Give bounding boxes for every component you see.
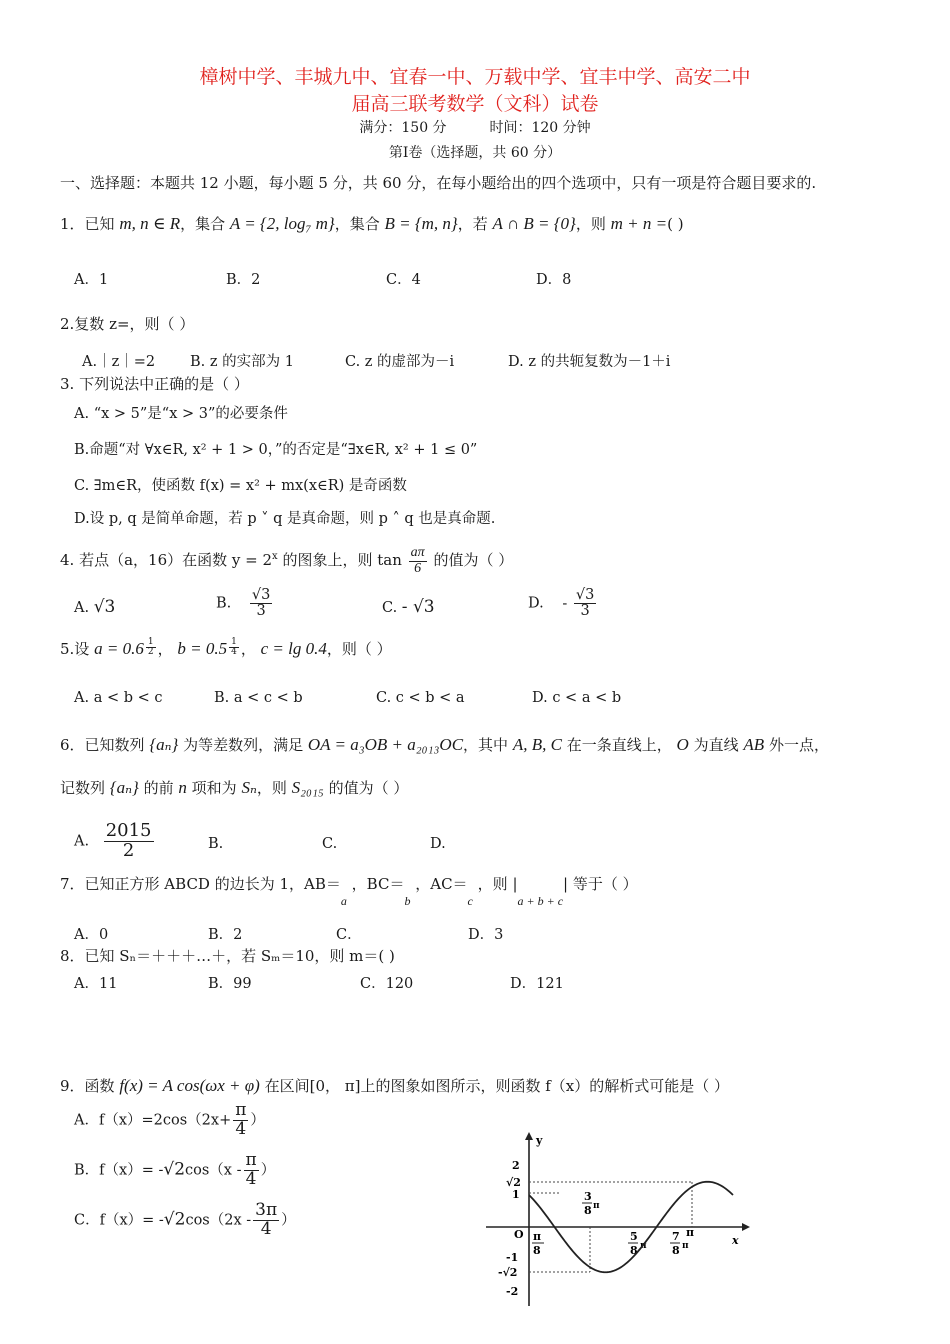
q8-option-d: D．121	[510, 976, 564, 992]
q7-text-3: ，AC＝	[415, 875, 468, 893]
x-axis-arrow	[742, 1223, 750, 1231]
q4-fraction-numerator: aπ	[410, 545, 425, 560]
x-axis-label: x	[732, 1234, 739, 1247]
question-5: 5.设 a = 0.6 $\frac{1}{2}$ ， b = 0.5 $\frac{1}{4}$ ， c = lg 0.4，则（ ）	[60, 637, 392, 658]
q5-expr-b: b = 0.5	[177, 639, 228, 658]
svg-text:π: π	[593, 1201, 600, 1211]
q1-expr-mn: m, n ∈ R	[119, 214, 181, 233]
svg-text:π: π	[640, 1241, 647, 1251]
q4-fraction-denominator: 6	[414, 560, 422, 576]
q9-option-c-denominator: 4	[260, 1218, 272, 1239]
q5-text-2: ，则（ ）	[326, 640, 392, 658]
q1-answer-blank: ( )	[667, 215, 684, 233]
q5-option-a: A. a < b < c	[74, 690, 163, 706]
y-axis-arrow	[525, 1132, 533, 1140]
question-6-line-1	[60, 734, 829, 755]
q6-text-11: 的值为（ ）	[328, 779, 409, 797]
score-info: 满分：150 分	[359, 120, 447, 136]
q9-option-c-root: √2	[163, 1209, 186, 1230]
q7-option-b: B．2	[208, 927, 243, 943]
q6-sequence-2: {aₙ}	[109, 778, 139, 797]
q5-a-exponent	[146, 638, 156, 658]
svg-text:3: 3	[584, 1190, 592, 1203]
q1-number: 1．已知	[60, 215, 115, 233]
q9-option-c-numerator: 3π	[255, 1200, 278, 1220]
q9-function: f(x) = A cos(ωx + φ)	[119, 1076, 260, 1095]
q5-text-1: 5.设	[60, 640, 90, 658]
q6-n: n	[178, 778, 187, 797]
q4-option-b-numerator: √3	[251, 587, 271, 603]
q7-text-5: 等于（ ）	[572, 875, 638, 893]
q9-option-b-pre: B．f（x）= -	[74, 1162, 164, 1179]
q8-option-c: C．120	[360, 976, 414, 992]
svg-text:8: 8	[533, 1244, 541, 1257]
q4-option-d-sign: -	[562, 595, 568, 612]
q6-option-a	[74, 822, 156, 861]
q4-option-d-label: D.	[528, 595, 544, 612]
q8-option-a: A．11	[74, 976, 118, 992]
q1-option-c: C．4	[386, 272, 421, 288]
q9-option-a-fraction	[233, 1102, 248, 1139]
q6-text-7: 记数列	[60, 779, 106, 797]
q7-vector-a: a	[340, 894, 347, 908]
q1-option-b: B．2	[226, 272, 261, 288]
cosine-graph	[480, 1130, 760, 1310]
q4-option-c	[382, 597, 435, 617]
q4-fraction	[409, 546, 427, 576]
q4-text-3: 的值为（ ）	[433, 551, 514, 570]
q9-option-c-mid: cos（2x -	[185, 1212, 252, 1229]
q6-vector-equation: OA = a₃OB + a₂₀₁₃OC	[307, 735, 464, 754]
q5-a-exp-numerator: 1	[147, 637, 154, 647]
q1-text-3: ，若	[457, 215, 488, 233]
q1-expr-set-a: A = {2, log₇ m}	[229, 214, 335, 233]
q2-option-a: A.｜z｜=2	[82, 354, 156, 370]
q4-option-c-value: - √3	[401, 597, 435, 617]
q1-text-4: ，则	[575, 215, 606, 233]
question-6-line-2	[60, 777, 408, 798]
q9-option-c	[74, 1202, 296, 1239]
q9-option-a-numerator: π	[235, 1100, 247, 1120]
y-tick-sqrt2: √2	[506, 1176, 521, 1189]
q9-text-1: 9．函数	[60, 1077, 115, 1095]
q7-vector-b: b	[404, 894, 411, 908]
q5-option-b: B. a < c < b	[214, 690, 303, 706]
svg-text:5: 5	[630, 1230, 638, 1243]
question-7: 7．已知正方形 ABCD 的边长为 1，$AB=_a$ ，$BC=_b$ ，$AC=_c$ ，则 $|_{a + b + c}|$ 等于（ ）	[60, 875, 638, 908]
q9-option-a-denominator: 4	[235, 1118, 247, 1139]
q6-sequence: {aₙ}	[149, 735, 179, 754]
q4-function-exponent: x	[272, 551, 278, 563]
q2-option-d: D. z 的共轭复数为－1＋i	[508, 354, 671, 370]
q4-option-b	[216, 588, 274, 619]
q4-option-b-denominator: 3	[256, 603, 266, 620]
q3-option-d: D.设 p, q 是简单命题，若 p ˅ q 是真命题，则 p ˄ q 也是真命题.	[74, 511, 496, 527]
q6-text-8: 的前	[143, 779, 174, 797]
q6-option-a-numerator: 2015	[105, 820, 152, 841]
q1-expr-sum: m + n =	[610, 214, 668, 233]
q4-text-2: 的图象上，则	[282, 551, 373, 570]
q6-option-c: C.	[322, 836, 338, 852]
q4-option-a-value: √3	[93, 597, 116, 617]
q6-text-4: 在一条直线上，	[566, 736, 672, 754]
q4-option-d-numerator: √3	[575, 587, 595, 603]
q6-line-ab: AB	[743, 735, 765, 754]
q4-option-a	[74, 597, 115, 617]
question-8: 8．已知 Sₙ＝＋＋＋…＋，若 Sₘ＝10，则 m＝( )	[60, 947, 395, 965]
title-line-2: 届高三联考数学（文科）试卷	[351, 93, 599, 115]
question-3: 3. 下列说法中正确的是（ ）	[60, 375, 249, 393]
q1-expr-set-b: B = {m, n}	[384, 214, 458, 233]
q6-text-2: 为等差数列，满足	[183, 736, 304, 754]
time-info: 时间：120 分钟	[489, 120, 591, 136]
y-tick-neg-1: -1	[506, 1251, 519, 1264]
q6-option-a-fraction	[104, 822, 154, 861]
q6-text-6: 外一点，	[768, 736, 829, 754]
x-tick-3pi8	[582, 1190, 600, 1217]
q6-text-3: ，其中	[463, 736, 509, 754]
q7-text-1: 7．已知正方形 ABCD 的边长为 1，AB＝	[60, 875, 341, 893]
svg-text:π: π	[682, 1241, 689, 1251]
q9-option-b	[74, 1152, 275, 1189]
q9-option-c-pre: C．f（x）= -	[74, 1212, 164, 1229]
question-2: 2.复数 z=，则（ ）	[60, 315, 195, 333]
x-tick-pi8	[532, 1230, 544, 1257]
q9-option-b-numerator: π	[245, 1150, 257, 1170]
q9-option-a-post: ）	[250, 1112, 265, 1129]
q1-text-2: ，集合	[334, 215, 380, 233]
q7-option-d: D．3	[468, 927, 504, 943]
q7-text-4: ，则	[477, 875, 508, 893]
q9-option-c-post: ）	[281, 1212, 296, 1229]
y-tick-2: 2	[512, 1159, 520, 1172]
q2-option-b: B. z 的实部为 1	[190, 354, 294, 370]
q9-option-a	[74, 1102, 265, 1139]
q5-expr-c: c = lg 0.4	[260, 639, 327, 658]
svg-text:8: 8	[584, 1204, 592, 1217]
q6-point-o: O	[676, 735, 689, 754]
q1-option-d: D．8	[536, 272, 572, 288]
q4-function: y = 2	[231, 551, 273, 570]
q6-option-a-denominator: 2	[122, 839, 135, 861]
q4-option-c-label: C.	[382, 600, 398, 616]
section-heading: 第Ⅰ卷（选择题，共 60 分）	[388, 145, 562, 161]
q9-option-c-fraction	[253, 1202, 279, 1239]
svg-text:π: π	[533, 1230, 542, 1243]
q6-option-b: B.	[208, 836, 224, 852]
q4-option-b-fraction	[250, 588, 272, 619]
question-9	[60, 1075, 729, 1096]
q8-option-b: B．99	[208, 976, 252, 992]
q1-text-1: ，集合	[180, 215, 226, 233]
q3-option-b: B.命题“对 ∀x∈R, x² + 1 > 0，”的否定是“∃x∈R, x² + 1 ≤ 0”	[74, 442, 478, 458]
q6-s2015: S₂₀₁₅	[291, 778, 324, 797]
q9-option-b-mid: cos（x -	[185, 1162, 242, 1179]
q4-option-d-denominator: 3	[580, 603, 590, 620]
q3-option-c: C. ∃m∈R，使函数 f(x) = x² + mx(x∈R) 是奇函数	[74, 478, 407, 494]
q6-text-9: 项和为	[191, 779, 237, 797]
q5-option-c: C. c < b < a	[376, 690, 465, 706]
y-tick-neg-2: -2	[506, 1285, 519, 1298]
svg-text:7: 7	[672, 1230, 680, 1243]
q7-text-2: ，BC＝	[351, 875, 405, 893]
q4-option-d-fraction	[574, 588, 596, 619]
question-1	[60, 213, 684, 234]
question-4	[60, 546, 513, 576]
q6-points: A, B, C	[512, 735, 562, 754]
q1-expr-intersection: A ∩ B = {0}	[492, 214, 576, 233]
y-tick-neg-sqrt2: -√2	[498, 1266, 518, 1279]
q4-option-b-label: B.	[216, 595, 232, 612]
q1-option-a: A．1	[74, 272, 109, 288]
q7-vector-sum: a + b + c	[517, 894, 564, 908]
q9-text-2: 在区间[0， π]上的图象如图所示，则函数 f（x）的解析式可能是（ ）	[264, 1077, 730, 1095]
title-line-1: 樟树中学、丰城九中、宜春一中、万载中学、宜丰中学、高安二中	[199, 66, 751, 88]
q9-option-a-pre: A．f（x）=2cos（2x+	[74, 1112, 232, 1129]
origin-label: O	[514, 1228, 524, 1241]
q7-option-c: C．	[336, 927, 362, 943]
q5-b-exponent	[229, 638, 239, 658]
q4-option-d	[528, 588, 598, 619]
q9-option-b-post: ）	[260, 1162, 276, 1179]
q5-b-exp-numerator: 1	[231, 637, 237, 647]
q9-option-b-fraction	[244, 1152, 259, 1189]
q2-option-c: C. z 的虚部为－i	[345, 354, 455, 370]
q3-option-a: A. “x > 5”是“x > 3”的必要条件	[74, 406, 288, 422]
exam-info	[0, 117, 950, 137]
q7-option-a: A．0	[74, 927, 109, 943]
q6-text-1: 6．已知数列	[60, 736, 145, 754]
q6-text-10: ，则	[256, 779, 287, 797]
q9-option-b-root: √2	[163, 1159, 186, 1180]
q5-expr-a: a = 0.6	[94, 639, 144, 658]
q6-option-a-label: A.	[74, 833, 90, 850]
y-axis-label: y	[536, 1134, 543, 1147]
svg-text:8: 8	[672, 1244, 680, 1257]
q6-option-d: D.	[430, 836, 446, 852]
x-tick-pi: π	[686, 1226, 695, 1239]
q6-sn: Sₙ	[241, 778, 257, 797]
q5-b-exp-denominator: 4	[231, 647, 237, 658]
q4-option-a-label: A.	[74, 600, 90, 616]
svg-text:8: 8	[630, 1244, 638, 1257]
q9-option-b-denominator: 4	[245, 1168, 257, 1189]
q4-tan: tan	[377, 551, 402, 570]
q6-text-5: 为直线	[693, 736, 739, 754]
q7-vector-c: c	[467, 894, 473, 908]
q4-text-1: 4. 若点（a，16）在函数	[60, 551, 228, 570]
instructions: 一、选择题：本题共 12 小题，每小题 5 分，共 60 分，在每小题给出的四个选项中，只有一项是符合题目要求的.	[60, 174, 817, 192]
y-tick-1: 1	[512, 1188, 520, 1201]
q5-option-d: D. c < a < b	[532, 690, 622, 706]
q5-a-exp-denominator: 2	[147, 647, 154, 658]
